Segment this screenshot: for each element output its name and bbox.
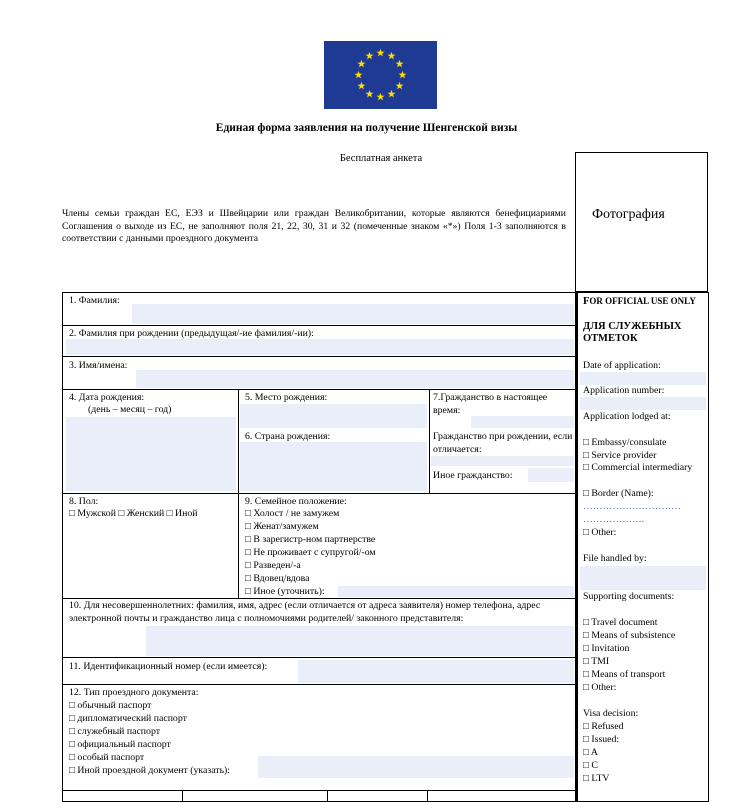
application-date-input[interactable] [580,372,706,385]
col-line [238,389,239,598]
field-6-label: 6. Страна рождения: [245,431,331,442]
form-title: Единая форма заявления на получение Шенгенской визы [215,122,518,134]
field-3-label: 3. Имя/имена: [69,360,128,371]
field-7-other-input[interactable] [528,468,574,482]
official-heading [583,295,707,309]
field-12-option[interactable]: □ Иной проездной документ (указать): [69,765,231,776]
field-7-birth-label: Гражданство при рождении, если отличается: [433,431,573,455]
row-line [62,684,576,685]
col-line [327,790,328,802]
field-2-input[interactable] [66,339,574,355]
lodged-other-option[interactable]: □ Other: [583,527,617,538]
field-9-option[interactable]: □ Иное (уточнить): [245,586,325,597]
row-line [62,325,576,326]
decision-option[interactable]: □ C [583,760,598,771]
field-12-option[interactable]: □ служебный паспорт [69,726,160,737]
application-date-label: Date of application: [583,360,661,371]
photo-label: Фотография [592,207,665,222]
field-4-label: 4. Дата рождения: [69,392,145,403]
field-10-input[interactable] [146,626,574,656]
col-line [182,790,183,802]
form-subtitle: Бесплатная анкета [339,153,423,164]
supporting-option[interactable]: □ Invitation [583,643,630,654]
supporting-option[interactable]: □ Means of transport [583,669,666,680]
field-10-label: 10. Для несовершеннолетних: фамилия, имя, адрес (если отличается от адреса заявителя) номер телефона, адрес электронной почты и гражданство лица с полномочиями родителей/ законного представителя: [69,600,541,624]
lodged-option[interactable]: □ Service provider [583,450,657,461]
field-5-label: 5. Место рождения: [245,392,328,403]
field-12-option[interactable]: □ особый паспорт [69,752,145,763]
supporting-docs-label: Supporting documents: [583,591,675,602]
field-11-label: 11. Идентификационный номер (если имеется): [69,661,268,672]
supporting-option[interactable]: □ Means of subsistence [583,630,676,641]
field-1-input[interactable] [132,304,574,324]
eu-flag-stars [324,41,437,109]
field-1-label: 1. Фамилия: [69,295,120,306]
field-3-input[interactable] [136,370,574,388]
border-name-dots: ………………. [583,514,645,525]
lodged-option[interactable]: □ Commercial intermediary [583,462,693,473]
field-11-input[interactable] [298,660,574,683]
form-note: Члены семьи граждан ЕС, ЕЭЗ и Швейцарии или граждан Великобритании, которые являются бенефициариями Соглашения о выходе из ЕС, не заполняют поля 21, 22, 30, 31 и 32 (помеченные знаком «*») Поля 1-3 заполняются в соответствии с данными проездного документа [62,208,566,244]
decision-option[interactable]: □ LTV [583,773,610,784]
border-name-dots: ………………………… [583,501,681,512]
field-9-option[interactable]: □ Холост / не замужем [245,508,340,519]
col-line [429,389,430,493]
application-number-input[interactable] [580,397,706,410]
supporting-option[interactable]: □ Travel document [583,617,658,628]
field-12-option[interactable]: □ официальный паспорт [69,739,171,750]
official-heading-cap: F [583,296,590,307]
field-8-label: 8. Пол: [69,496,99,507]
file-handled-input[interactable] [580,566,706,590]
field-9-option[interactable]: □ Вдовец/вдова [245,573,310,584]
eu-flag [324,41,437,109]
row-line [62,657,576,658]
field-12-option[interactable]: □ обычный паспорт [69,700,152,711]
application-number-label: Application number: [583,385,665,396]
decision-option[interactable]: □ Refused [583,721,624,732]
field-9-option[interactable]: □ Женат/замужем [245,521,319,532]
field-12-option[interactable]: □ дипломатический паспорт [69,713,187,724]
field-12-other-input[interactable] [258,756,574,778]
field-7-other-label: Иное гражданство: [433,470,513,481]
row-line [62,790,576,791]
supporting-option[interactable]: □ TMI [583,656,610,667]
field-7-birth-input[interactable] [431,456,574,466]
official-heading-ru: ДЛЯ СЛУЖЕБНЫХ ОТМЕТОК [583,321,682,344]
supporting-option[interactable]: □ Other: [583,682,617,693]
decision-option[interactable]: □ Issued: [583,734,620,745]
row-line [62,493,576,494]
official-heading-rest: OR OFFICIAL USE ONLY [589,296,696,306]
row-line [62,356,576,357]
file-handled-label: File handled by: [583,553,647,564]
decision-option[interactable]: □ A [583,747,598,758]
field-7-label: 7.Гражданство в настоящее время: [433,392,548,416]
field-4-input[interactable] [66,417,236,491]
field-5-input[interactable] [240,404,427,428]
field-9-option[interactable]: □ В зарегистр-ном партнерстве [245,534,376,545]
col-line [427,790,428,802]
photo-box[interactable] [575,152,708,292]
lodged-option[interactable]: □ Border (Name): [583,488,654,499]
field-9-option[interactable]: □ Разведен/-а [245,560,301,571]
field-9-option[interactable]: □ Не проживает с супругой/-ом [245,547,376,558]
visa-decision-label: Visa decision: [583,708,639,719]
field-6-input[interactable] [240,442,427,491]
lodged-option[interactable]: □ Embassy/consulate [583,437,667,448]
field-9-other-input[interactable] [338,586,574,597]
lodged-at-label: Application lodged at: [583,411,671,422]
field-7-input[interactable] [471,416,574,428]
field-2-label: 2. Фамилия при рождении (предыдущая/-ие фамилия/-ии): [69,328,314,339]
field-9-label: 9. Семейное положение: [245,496,347,507]
field-8-options[interactable]: □ Мужской □ Женский □ Иной [69,508,198,519]
field-4-hint: (день – месяц – год) [88,404,172,415]
field-12-label: 12. Тип проездного документа: [69,687,199,698]
row-line [62,389,576,390]
